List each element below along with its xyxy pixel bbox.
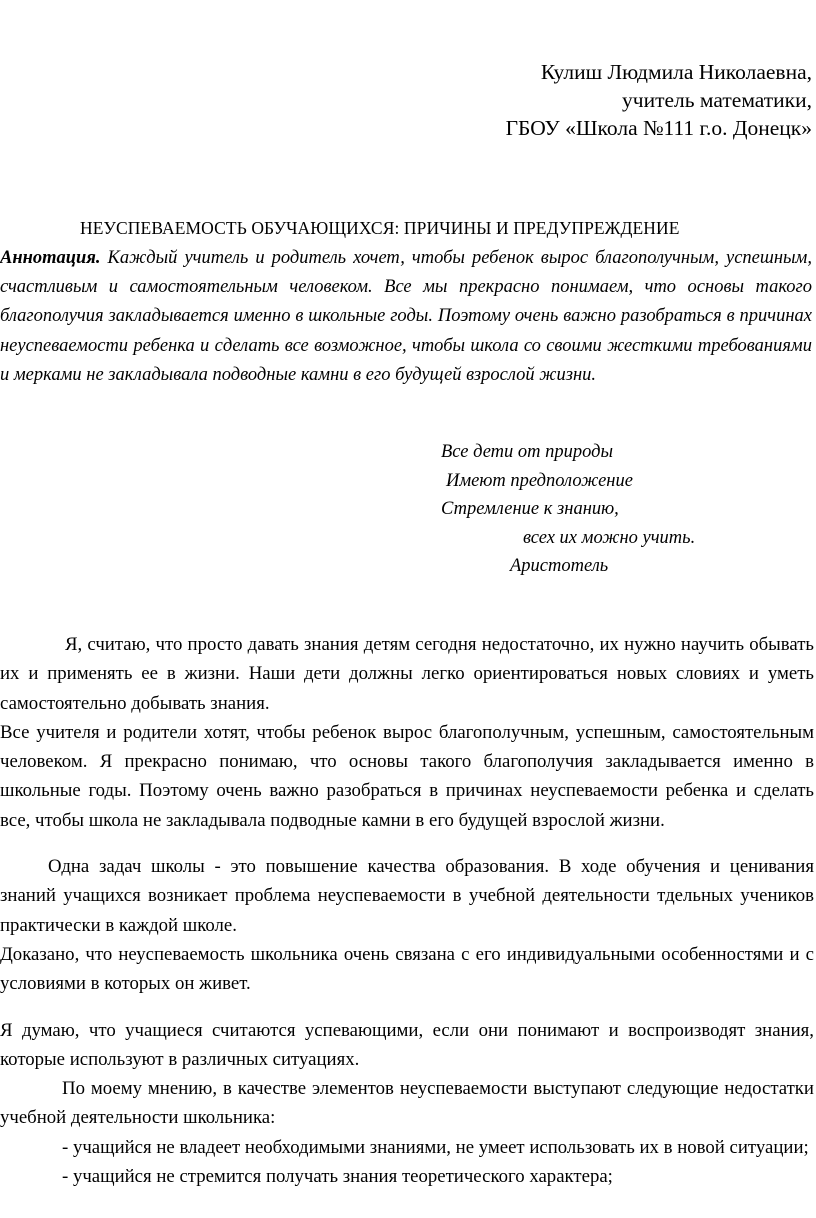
epigraph-line-1: Все дети от природы [441, 442, 614, 462]
epigraph-attribution: Аристотель [510, 556, 609, 576]
author-name: Кулиш Людмила Николаевна, [540, 60, 812, 84]
abstract [0, 244, 812, 390]
paragraph-5: Я думаю, что учащиеся считаются успевающими, если они понимают и воспроизводят знания, которые используют в различных ситуациях. [0, 1019, 814, 1070]
author-position: учитель математики, [622, 88, 812, 112]
epigraph-line-4: всех их можно учить. [523, 527, 696, 548]
author-school: ГБОУ «Школа №111 г.о. Донецк» [505, 116, 812, 140]
epigraph-line-3: Стремление к знанию, [441, 499, 619, 519]
author-block [506, 58, 812, 142]
list-item: - учащийся не стремится получать знания теоретического характера; [62, 1166, 613, 1188]
list-item: - учащийся не владеет необходимыми знаниями, не умеет использовать их в новой ситуации; [62, 1136, 809, 1158]
paragraph-1: Я, считаю, что просто давать знания детям сегодня недостаточно, их нужно научить обывать их и применять ее в жизни. Наши дети должны легко ориентироваться новых словиях и уметь самостоятельно добывать знания. [0, 634, 814, 714]
paragraph-6: По моему мнению, в качестве элементов неуспеваемости выступают следующие недостатки учебной деятельности школьника: [0, 1078, 814, 1129]
abstract-label: Аннотация. [0, 248, 101, 268]
paragraph-3: Одна задач школы - это повышение качества образования. В ходе обучения и ценивания знаний учащихся возникает проблема неуспеваемости в учебной деятельности тдельных учеников практически в каждой школе. [0, 856, 814, 936]
main-text [0, 630, 814, 1191]
paragraph-4: Доказано, что неуспеваемость школьника очень связана с его индивидуальными особенностями и с условиями в которых он живет. [0, 943, 814, 995]
document-title: НЕУСПЕВАЕМОСТЬ ОБУЧАЮЩИХСЯ: ПРИЧИНЫ И ПРЕДУПРЕЖДЕНИЕ [80, 218, 680, 238]
paragraph-2: Все учителя и родители хотят, чтобы ребенок вырос благополучным, успешным, самостоятельным человеком. Я прекрасно понимаю, что основы такого благополучия закладывается именно в школьные годы. Поэтому очень важно разобраться в причинах неуспеваемости ребенка и сделать все, чтобы школа не закладывала подводные камни в его будущей взрослой жизни. [0, 721, 814, 831]
epigraph-line-2: Имеют предположение [446, 470, 633, 491]
epigraph [0, 438, 816, 581]
abstract-text: Каждый учитель и родитель хочет, чтобы ребенок вырос благополучным, успешным, счастливым и самостоятельным человеком. Все мы прекрасно понимаем, что основы такого благополучия закладывается именно в школьные годы. Поэтому очень важно разобраться в причинах неуспеваемости ребенка и сделать все возможное, чтобы школа со своими жесткими требованиями и мерками не закладывала подводные камни в его будущей взрослой жизни. [0, 248, 812, 385]
